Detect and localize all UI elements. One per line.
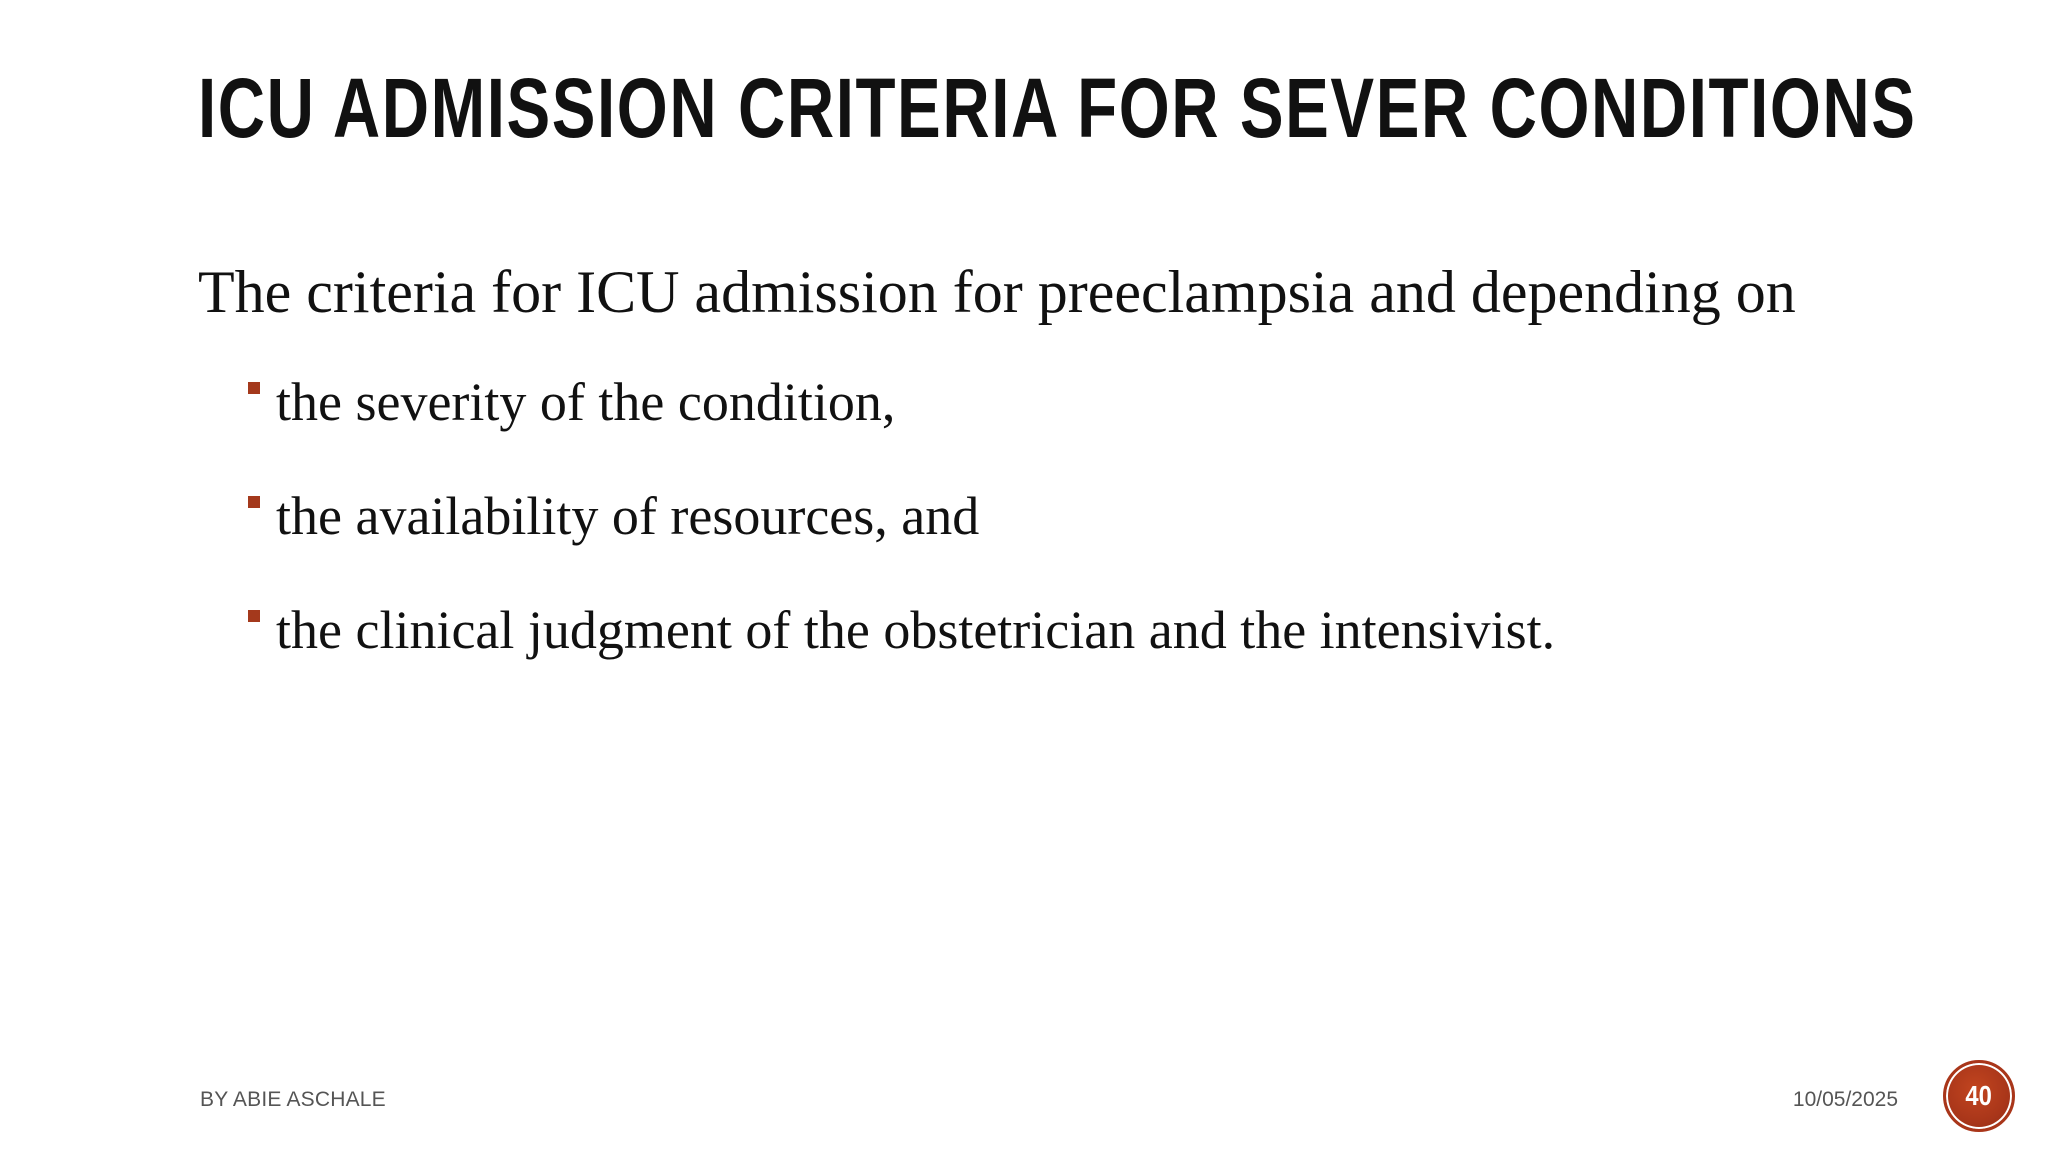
bullet-item xyxy=(198,598,1898,662)
bullet-item xyxy=(198,370,1898,434)
bullet-item xyxy=(198,484,1898,548)
page-number: 40 xyxy=(1965,1080,1993,1111)
bullet-list xyxy=(198,370,1898,662)
square-bullet-icon xyxy=(248,610,260,622)
bullet-text: the clinical judgment of the obstetrician and the intensivist. xyxy=(276,600,1556,660)
footer-date: 10/05/2025 xyxy=(1792,1088,1898,1111)
square-bullet-icon xyxy=(248,496,260,508)
footer-author: BY ABIE ASCHALE xyxy=(200,1088,386,1111)
bullet-text: the availability of resources, and xyxy=(276,486,980,546)
intro-text: The criteria for ICU admission for preeclampsia and depending on xyxy=(198,259,1796,325)
slide-title: ICU ADMISSION CRITERIA FOR SEVER CONDITIONS xyxy=(198,61,1917,155)
bullet-text: the severity of the condition, xyxy=(276,372,896,432)
square-bullet-icon xyxy=(248,382,260,394)
slide-content xyxy=(198,256,1898,662)
page-number-badge xyxy=(1943,1060,2015,1132)
